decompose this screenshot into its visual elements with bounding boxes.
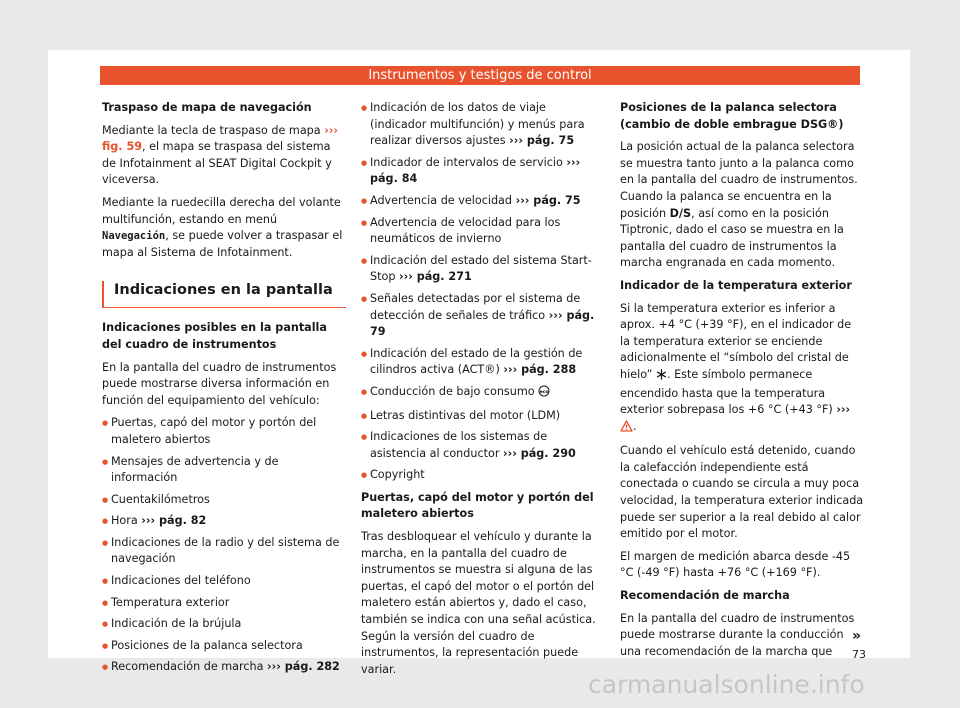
page-link[interactable]: ››› pág. 75 <box>515 193 581 207</box>
list-item: ● Cuentakilómetros <box>102 492 346 509</box>
page-link[interactable]: ››› pág. 84 <box>370 155 581 186</box>
paragraph: La posición actual de la palanca selectora se muestra tanto junto a la palanca como en la pantalla del cuadro de instrumentos. Cuando la palanca se encuentra en la posición D/S, así como en la posición Tiptronic, dado el caso se muestra en la pantalla del cuadro de instrumentos la marcha engranada en cada momento. <box>620 140 858 270</box>
paragraph: Tras desbloquear el vehículo y durante la marcha, en la pantalla del cuadro de instrumentos se muestra si alguna de las puertas, el capó del motor o el portón del maletero están abiertos y, dado el caso, también se indica con una señal acústica. Según la versión del cuadro de instrumentos, la representación puede variar. <box>361 530 596 676</box>
list-item: ● Temperatura exterior <box>102 595 346 612</box>
indication-list-cont <box>361 100 605 484</box>
list-item: ● Indicación del estado de la gestión de cilindros activa (ACT®) ››› pág. 288 <box>361 346 605 379</box>
list-item: ● Advertencia de velocidad ››› pág. 75 <box>361 193 605 210</box>
menu-term: Navegación <box>102 230 166 243</box>
list-item: ● Copyright <box>361 467 605 484</box>
page-header: Instrumentos y testigos de control <box>100 66 860 85</box>
list-item: ● Indicaciones de la radio y del sistema de navegación <box>102 535 346 568</box>
list-item: ● Posiciones de la palanca selectora <box>102 638 346 655</box>
list-item: ● Conducción de bajo consumo eco <box>361 384 605 403</box>
page-link[interactable]: ››› pág. 290 <box>503 446 576 460</box>
section-title: Indicaciones en la pantalla <box>102 281 346 308</box>
heading-gear-recommendation: Recomendación de marcha <box>620 589 790 603</box>
eco-icon <box>538 385 550 403</box>
paragraph: Si la temperatura exterior es inferior a aprox. +4 °C (+39 °F), en el indicador de la temperatura exterior se enciende adicionalmente el “símbolo del cristal de hielo” . Este símbolo permanece encendido hasta que la temperatura exterior sobrepasa los +6 °C (+43 °F) ››› . <box>620 301 864 438</box>
list-item: ● Indicación del estado del sistema Start-Stop ››› pág. 271 <box>361 253 605 286</box>
list-item: ● Indicaciones de los sistemas de asistencia al conductor ››› pág. 290 <box>361 429 605 462</box>
svg-text:eco: eco <box>539 389 549 395</box>
column-2 <box>361 100 605 684</box>
paragraph: Mediante la tecla de traspaso de mapa ››› fig. 59, el mapa se traspasa del sistema de Infotainment al SEAT Digital Cockpit y viceversa. <box>102 123 339 187</box>
heading-selector-lever: Posiciones de la palanca selectora (cambio de doble embrague DSG®) <box>620 101 844 131</box>
list-item: ● Indicación de la brújula <box>102 616 346 633</box>
warning-link[interactable]: ››› <box>836 403 851 417</box>
paragraph: En la pantalla del cuadro de instrumentos puede mostrarse durante la conducción una recomendación de la marcha que <box>620 611 855 658</box>
paragraph: En la pantalla del cuadro de instrumentos puede mostrarse diversa información en función del equipamiento del vehículo: <box>102 360 337 407</box>
paragraph: Mediante la ruedecilla derecha del volante multifunción, estando en menú Navegación, se puede volver a traspasar el mapa al Sistema de Infotainment. <box>102 195 343 259</box>
column-1 <box>102 100 346 682</box>
heading-map-transfer: Traspaso de mapa de navegación <box>102 101 312 114</box>
indication-list <box>102 415 346 676</box>
list-item: ● Indicaciones del teléfono <box>102 573 346 590</box>
list-item: ● Advertencia de velocidad para los neumáticos de invierno <box>361 215 605 248</box>
continue-marker: » <box>852 628 862 644</box>
page-link[interactable]: ››› pág. 282 <box>267 660 340 674</box>
heading-possible-indications: Indicaciones posibles en la pantalla del cuadro de instrumentos <box>102 321 327 351</box>
watermark: carmanualsonline.info <box>588 670 865 699</box>
snowflake-icon <box>656 369 667 386</box>
list-item: ● Puertas, capó del motor y portón del maletero abiertos <box>102 415 346 448</box>
heading-doors-open: Puertas, capó del motor y portón del maletero abiertos <box>361 490 594 521</box>
list-item: ● Recomendación de marcha ››› pág. 282 <box>102 659 346 676</box>
list-item: ● Hora ››› pág. 82 <box>102 513 346 530</box>
list-item: ● Señales detectadas por el sistema de detección de señales de tráfico ››› pág. 79 <box>361 291 605 341</box>
paragraph: El margen de medición abarca desde -45 °C (-49 °F) hasta +76 °C (+169 °F). <box>620 549 851 580</box>
page-number: 73 <box>852 648 866 661</box>
list-item: ● Mensajes de advertencia y de información <box>102 454 346 487</box>
paragraph: Cuando el vehículo está detenido, cuando la calefacción independiente está conectada o cuando se circula a muy poca velocidad, la temperatura exterior indicada puede ser superior a la real debido al calor emitido por el motor. <box>620 444 864 541</box>
figure-link[interactable]: ››› fig. 59 <box>102 123 339 154</box>
page-link[interactable]: ››› pág. 82 <box>141 514 207 528</box>
page-link[interactable]: ››› pág. 79 <box>370 308 595 339</box>
warning-icon <box>620 420 633 438</box>
page-link[interactable]: ››› pág. 75 <box>509 134 575 148</box>
page-link[interactable]: ››› pág. 271 <box>399 270 472 284</box>
list-item: ● Indicador de intervalos de servicio ››› pág. 84 <box>361 155 605 188</box>
list-item: ● Letras distintivas del motor (LDM) <box>361 408 605 425</box>
heading-outside-temp: Indicador de la temperatura exterior <box>620 278 852 292</box>
page-link[interactable]: ››› pág. 288 <box>503 363 577 377</box>
column-3 <box>620 100 864 666</box>
list-item: ● Indicación de los datos de viaje (indicador multifunción) y menús para realizar diversos ajustes ››› pág. 75 <box>361 100 605 150</box>
